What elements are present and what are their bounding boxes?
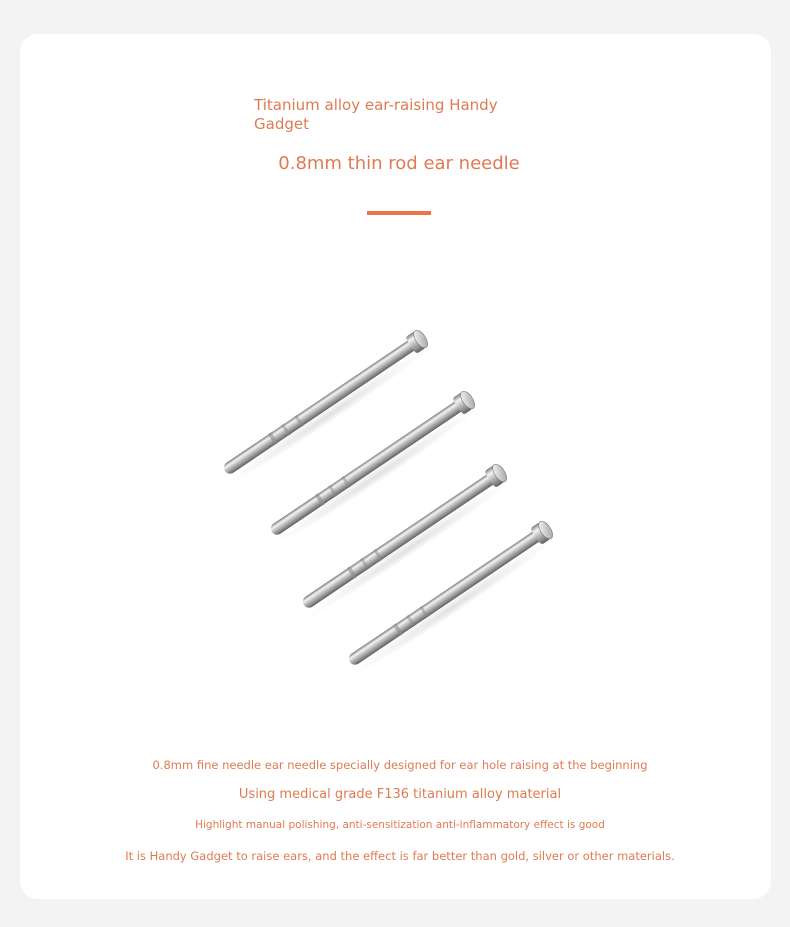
- description-line: Using medical grade F136 titanium alloy material: [238, 787, 562, 802]
- ear-needle: [295, 462, 514, 623]
- accent-divider: [367, 211, 431, 215]
- page-title: Titanium alloy ear-raising Handy Gadget: [254, 96, 498, 133]
- description-line: 0.8mm fine needle ear needle specially designed for ear hole raising at the beginning: [152, 758, 648, 772]
- page-subtitle: 0.8mm thin rod ear needle: [278, 153, 520, 174]
- description-line: It is Handy Gadget to raise ears, and the effect is far better than gold, silver or other materials.: [125, 849, 675, 863]
- description-line: Highlight manual polishing, anti-sensitization anti-inflammatory effect is good: [195, 819, 605, 831]
- ear-needle: [341, 519, 560, 680]
- ear-needle-product-image: [180, 300, 600, 700]
